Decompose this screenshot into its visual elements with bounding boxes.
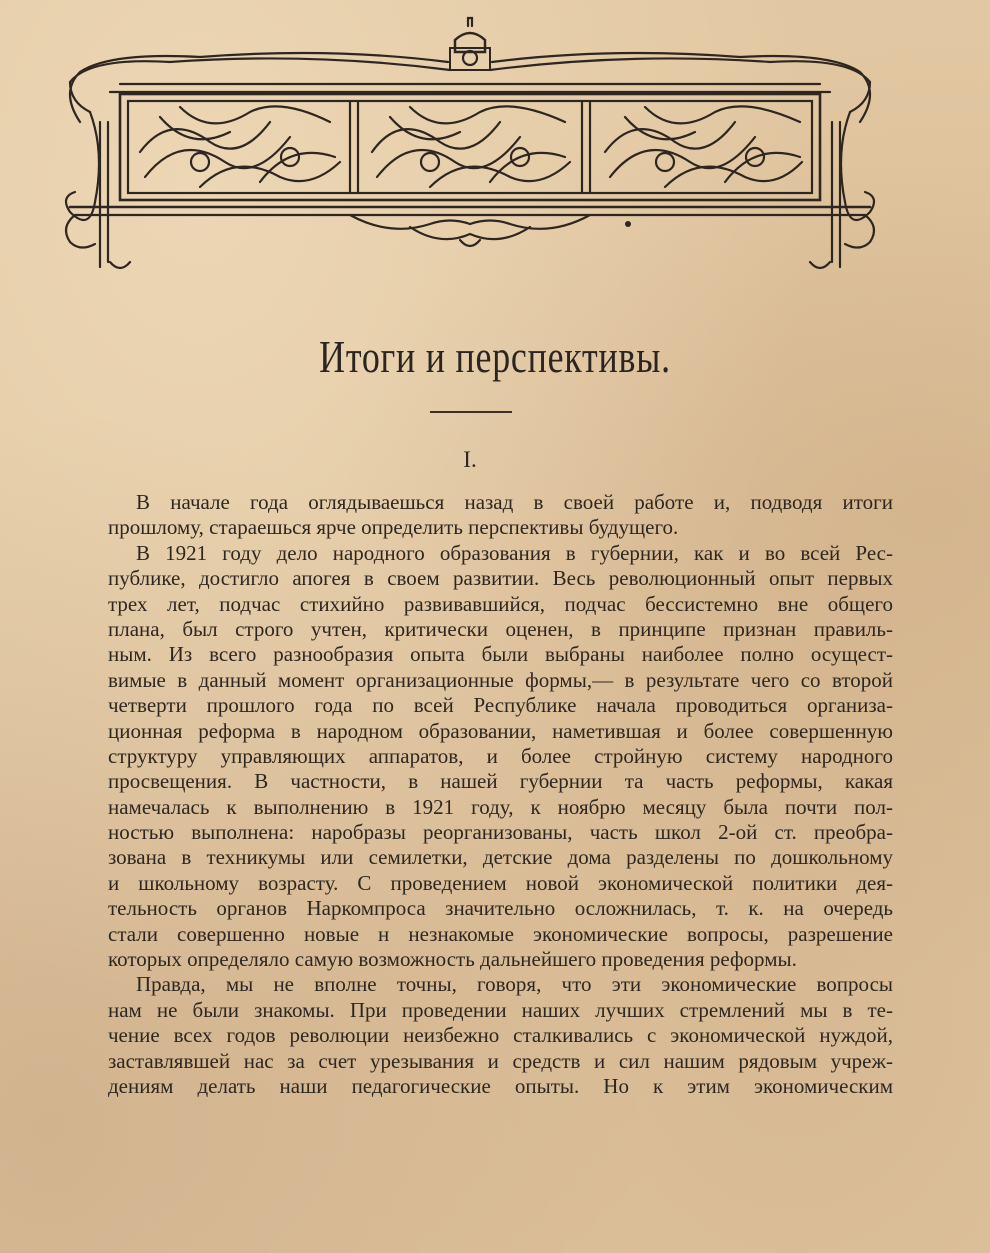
text-line: и школьному возрасту. С проведением новой экономической политики дея- — [108, 870, 893, 895]
text-line: тельность органов Наркомпроса значительно осложнилась, т. к. на очередь — [108, 896, 893, 921]
text-line: Правда, мы не вполне точны, говоря, что эти экономические вопросы — [136, 972, 893, 997]
text-line: дениям делать наши педагогические опыты. Но к этим экономическим — [108, 1073, 893, 1098]
section-number: I. — [463, 447, 477, 472]
text-line: ностью выполнена: наробразы реорганизованы, часть школ 2-ой ст. преобра- — [108, 820, 893, 845]
text-line: В начале года оглядываешься назад в своей работе и, подводя итоги — [136, 490, 893, 514]
text-line: чение всех годов революции неизбежно сталкивались с экономической нуждой, — [108, 1023, 893, 1048]
text-line: ционная реформа в народном образовании, наметившая и более совершенную — [108, 718, 893, 743]
text-line: публике, достигло апогея в своем развитии. Весь революционный опыт первых — [108, 566, 893, 591]
text-line: нам не были знакомы. При проведении наших лучших стремлений мы в те- — [108, 997, 893, 1022]
body-text — [108, 490, 893, 1099]
text-line: плана, был строго учтен, критически оценен, в принципе признан правиль- — [108, 616, 893, 641]
text-line: стали совершенно новые н незнакомые экономические вопросы, разрешение — [108, 921, 893, 946]
text-line: ным. Из всего разнообразия опыта были выбраны наиболее полно осущест- — [108, 642, 893, 667]
text-line: зована в техникумы или семилетки, детские дома разделены по дошкольному — [108, 845, 893, 870]
text-line: вимые в данный момент организационные формы,— в результате чего со второй — [108, 667, 893, 692]
page-title: Итоги и перспективы. — [319, 331, 671, 382]
title-divider — [430, 411, 512, 413]
text-line: В 1921 году дело народного образования в губернии, как и во всей Рес- — [136, 540, 893, 565]
text-line: просвещения. В частности, в нашей губернии та часть реформы, какая — [108, 769, 893, 794]
text-line: заставлявшей нас за счет урезывания и средств и сил нашим рядовым учреж- — [108, 1048, 893, 1073]
decorative-headpiece — [50, 12, 890, 282]
text-line: которых определяло самую возможность дальнейшего проведения реформы. — [108, 947, 797, 972]
text-line: трех лет, подчас стихийно развивавшийся, подчас бессистемно вне общего — [108, 591, 893, 616]
text-line: четверти прошлого года по всей Республике начала проводиться организа- — [108, 693, 893, 718]
text-line: прошлому, стараешься ярче определить перспективы будущего. — [108, 515, 679, 540]
text-line: намечалась к выполнению в 1921 году, к ноябрю месяцу была почти пол- — [108, 794, 893, 819]
text-line: структуру управляющих аппаратов, и более стройную систему народного — [108, 743, 893, 768]
